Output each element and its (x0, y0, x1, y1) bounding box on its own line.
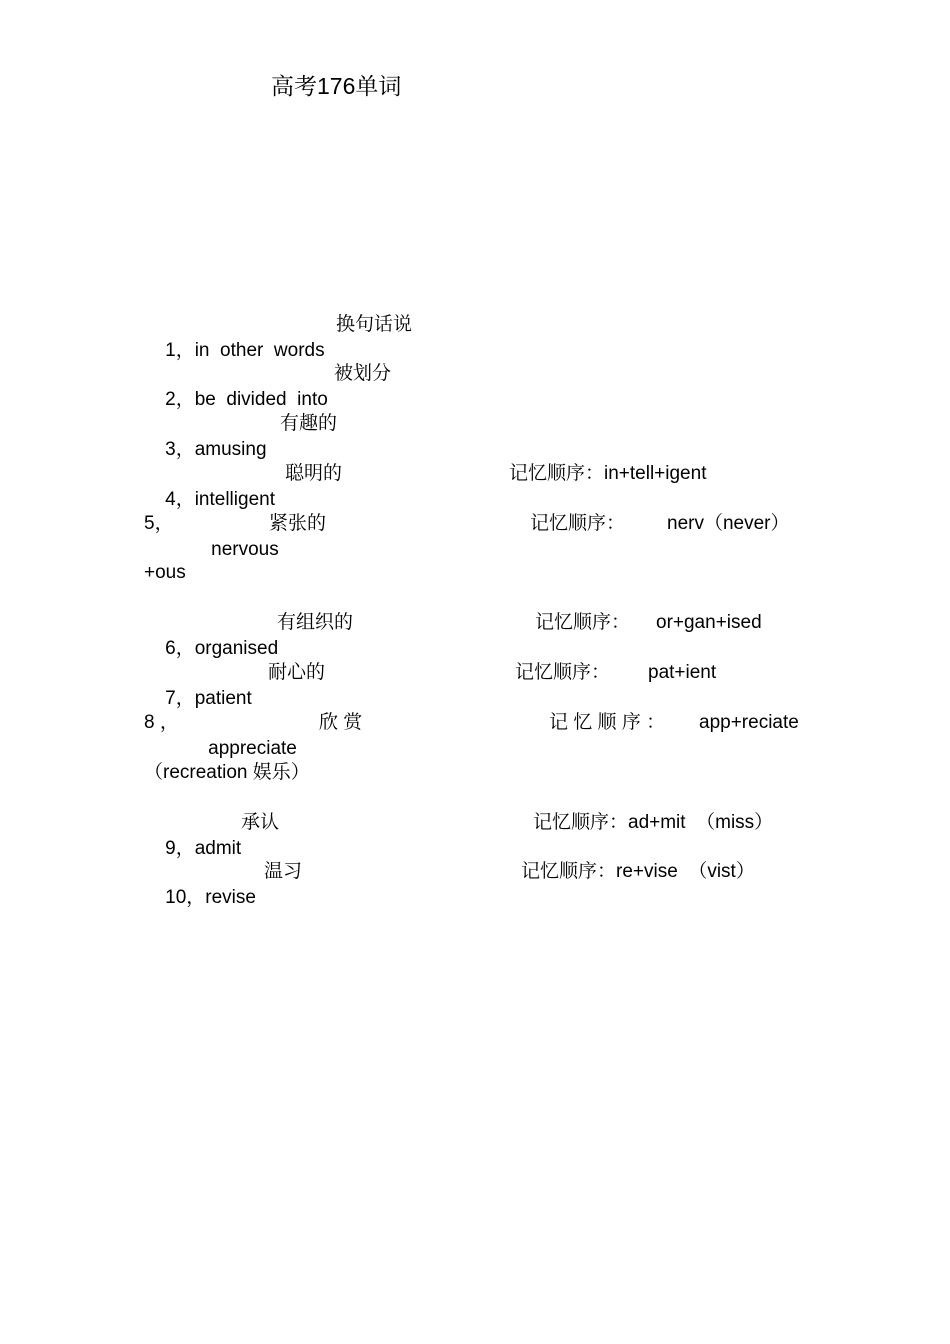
page-title: 高考176单词 (271, 73, 402, 99)
entry-word: in other words (194, 340, 325, 361)
entry-meaning: 耐心的 (268, 662, 326, 683)
entry-continuation: （recreation 娱乐） (144, 762, 310, 783)
entry-number: 7， (165, 688, 195, 709)
entry-meaning: 换句话说 (336, 314, 413, 335)
entry-memory-value: app+reciate (699, 712, 799, 733)
entry-number: 10， (165, 887, 206, 908)
entry-number: 6， (165, 638, 195, 659)
entry-meaning: 紧张的 (269, 513, 327, 534)
entry-memory: 记 忆 顺 序 ： (549, 712, 666, 733)
entry-word: organised (194, 638, 279, 659)
entry-memory: 记忆顺序：re+vise （vist） (521, 861, 755, 882)
entry-memory-value: or+gan+ised (656, 612, 762, 633)
list-item (144, 859, 256, 937)
entry-meaning: 聪明的 (285, 463, 343, 484)
entry-word: appreciate (208, 738, 297, 759)
entry-memory: 记忆顺序：ad+mit （miss） (533, 812, 774, 833)
entry-memory-value: nerv（never） (667, 513, 790, 534)
entry-word: intelligent (194, 489, 275, 510)
entry-meaning: 有组织的 (277, 612, 354, 633)
entry-meaning: 承认 (241, 812, 280, 833)
entry-number: 3， (165, 439, 195, 460)
entry-memory: 记忆顺序： (515, 662, 611, 683)
entry-continuation: +ous (144, 562, 186, 583)
entry-meaning: 温习 (264, 861, 303, 882)
entry-word: amusing (194, 439, 267, 460)
entry-memory-value: pat+ient (648, 662, 717, 683)
entry-memory: 记忆顺序：in+tell+igent (509, 463, 707, 484)
entry-word: nervous (211, 539, 279, 560)
entry-memory: 记忆顺序： (535, 612, 631, 633)
entry-number: 8 ， (144, 712, 179, 733)
entry-memory: 记忆顺序： (530, 513, 626, 534)
entry-meaning: 被划分 (334, 363, 392, 384)
entry-number: 2， (165, 389, 195, 410)
entry-meaning: 欣 赏 (319, 712, 363, 733)
entry-meaning: 有趣的 (280, 413, 338, 434)
entry-word: patient (194, 688, 252, 709)
entry-word: be divided into (194, 389, 328, 410)
entry-number: 5， (144, 513, 174, 534)
entry-word: revise (205, 887, 256, 908)
entry-number: 9， (165, 838, 195, 859)
entry-number: 4， (165, 489, 195, 510)
list-item (190, 511, 279, 589)
entry-number: 1， (165, 340, 195, 361)
entry-word: admit (194, 838, 242, 859)
